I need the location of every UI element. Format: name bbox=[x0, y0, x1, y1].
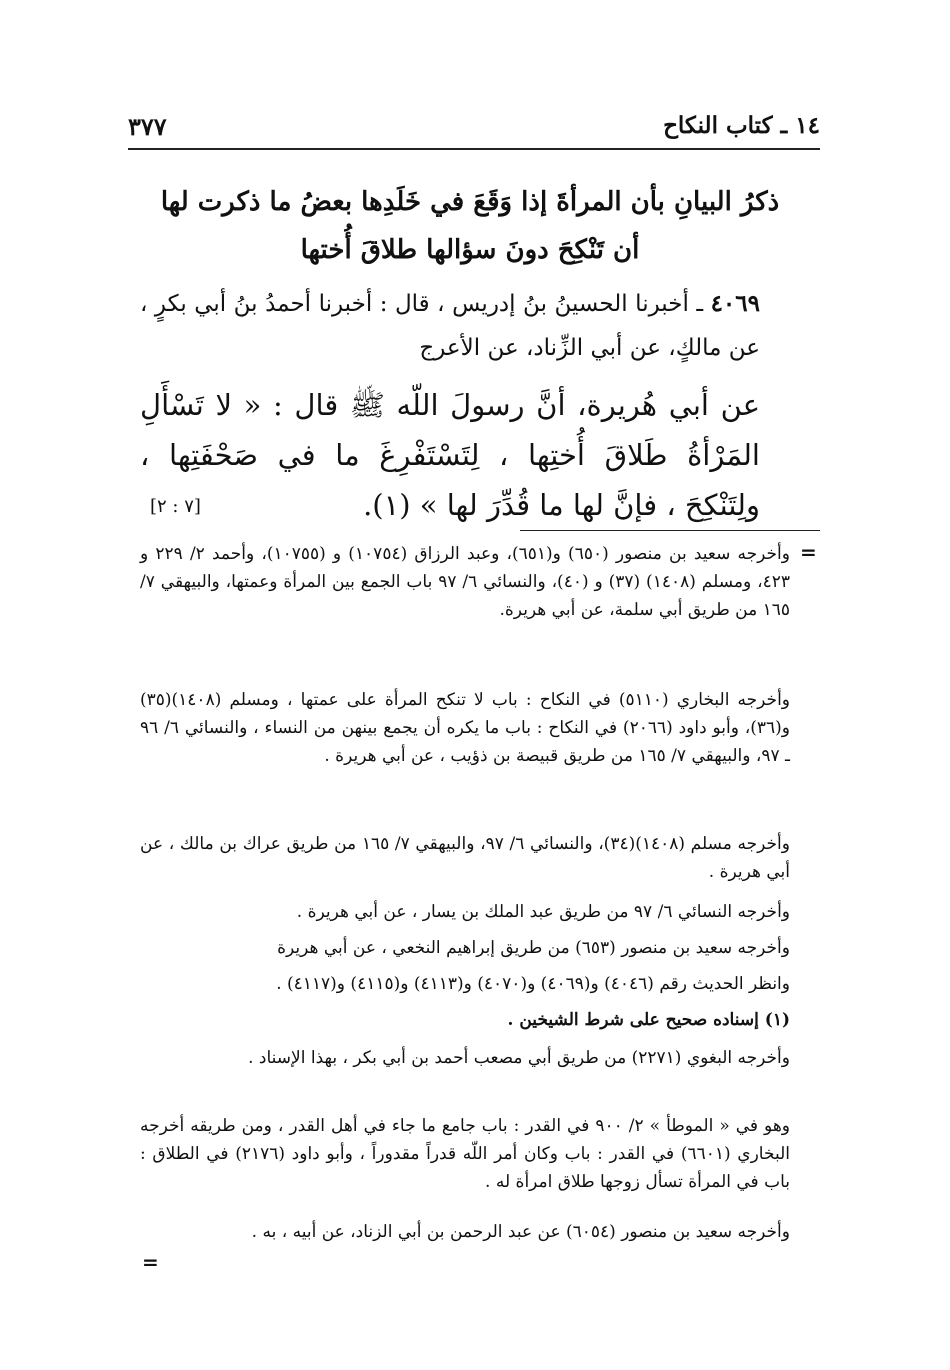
footnote-paragraph: وأخرجه سعيد بن منصور (٦٠٥٤) عن عبد الرحمن بن أبي الزناد، عن أبيه ، به . bbox=[251, 1222, 790, 1242]
footnote-paragraph: وأخرجه البخاري (٥١١٠) في النكاح : باب لا تنكح المرأة على عمتها ، ومسلم (١٤٠٨)(٣٥) و(٣٦)، وأبو داود (٢٠٦٦) في النكاح : باب ما يكره أن يجمع بينهن من النساء ، والنسائي ٦/ ٩٦ ـ ٩٧، والبيهقي ٧/ ١٦٥ من طريق قبيصة بن ذؤيب ، عن أبي هريرة . bbox=[140, 690, 791, 766]
continuation-mark-bottom: = bbox=[142, 1250, 159, 1274]
footnote-paragraph: وأخرجه البغوي (٢٢٧١) من طريق أبي مصعب أحمد بن أبي بكر ، بهذا الإسناد . bbox=[248, 1048, 790, 1068]
footnote-paragraph: وأخرجه سعيد بن منصور (٦٥٣) من طريق إبراهيم النخعي ، عن أبي هريرة bbox=[277, 938, 790, 958]
footnote-note-1: (١) إسناده صحيح على شرط الشيخين . bbox=[507, 1010, 790, 1030]
hadith-reference: [٧ : ٢] bbox=[150, 496, 201, 517]
chapter-heading bbox=[160, 178, 780, 274]
chapter-heading-line-2: أن تَنْكِحَ دونَ سؤالها طلاقَ أُختها bbox=[300, 235, 640, 265]
footnote-separator bbox=[520, 530, 820, 531]
footnote-paragraph: وهو في « الموطأ » ٢/ ٩٠٠ في القدر : باب جامع ما جاء في أهل القدر ، ومن طريقه أخرجه البخاري (٦٦٠١) في القدر : باب وكان أمر اللّه قدراً مقدوراً ، وأبو داود (٢١٧٦) في الطلاق : باب في المرأة تسأل زوجها طلاق امرأة له . bbox=[140, 1116, 791, 1192]
footnote-paragraph: وأخرجه النسائي ٦/ ٩٧ من طريق عبد الملك بن يسار ، عن أبي هريرة . bbox=[296, 902, 790, 922]
isnad-text: ـ أخبرنا الحسينُ بنُ إدريس ، قال : أخبرنا أحمدُ بنُ أبي بكرٍ ، عن مالكٍ، عن أبي الزِّناد، عن الأعرج bbox=[140, 291, 760, 361]
hadith-isnad bbox=[140, 282, 760, 370]
page-header bbox=[128, 112, 820, 150]
footnote-paragraph: وأخرجه سعيد بن منصور (٦٥٠) و(٦٥١)، وعبد الرزاق (١٠٧٥٤) و (١٠٧٥٥)، وأحمد ٢/ ٢٢٩ و ٤٢٣، ومسلم (١٤٠٨) (٣٧) و (٤٠)، والنسائي ٦/ ٩٧ باب الجمع بين المرأة وعمتها، والبيهقي ٧/ ١٦٥ من طريق أبي سلمة، عن أبي هريرة. bbox=[140, 544, 790, 620]
footnote-paragraph: وأخرجه مسلم (١٤٠٨)(٣٤)، والنسائي ٦/ ٩٧، والبيهقي ٧/ ١٦٥ من طريق عراك بن مالك ، عن أبي هريرة . bbox=[140, 834, 790, 882]
hadith-number: ٤٠٦٩ bbox=[710, 290, 760, 317]
page-number: ٣٧٧ bbox=[128, 112, 167, 141]
chapter-heading-line-1: ذكرُ البيانِ بأن المرأةَ إذا وَقَعَ في خَلَدِها بعضُ ما ذكرت لها bbox=[160, 187, 780, 217]
continuation-mark-top: = bbox=[800, 540, 817, 564]
hadith-matn: عن أبي هُريرة، أنَّ رسولَ اللّه ﷺ قال : « لا تَسْأَلِ المَرْأةُ طَلاقَ أُختِها ، لِتَسْتَفْرِغَ ما في صَحْفَتِها ، ولِتَنْكِحَ ، فإنَّ لها ما قُدِّرَ لها » (١). bbox=[140, 388, 760, 522]
book-title: ١٤ ـ كتاب النكاح bbox=[663, 112, 820, 139]
footnote-paragraph: وانظر الحديث رقم (٤٠٤٦) و(٤٠٦٩) و(٤٠٧٠) و(٤١١٣) و(٤١١٥) و(٤١١٧) . bbox=[276, 974, 790, 994]
